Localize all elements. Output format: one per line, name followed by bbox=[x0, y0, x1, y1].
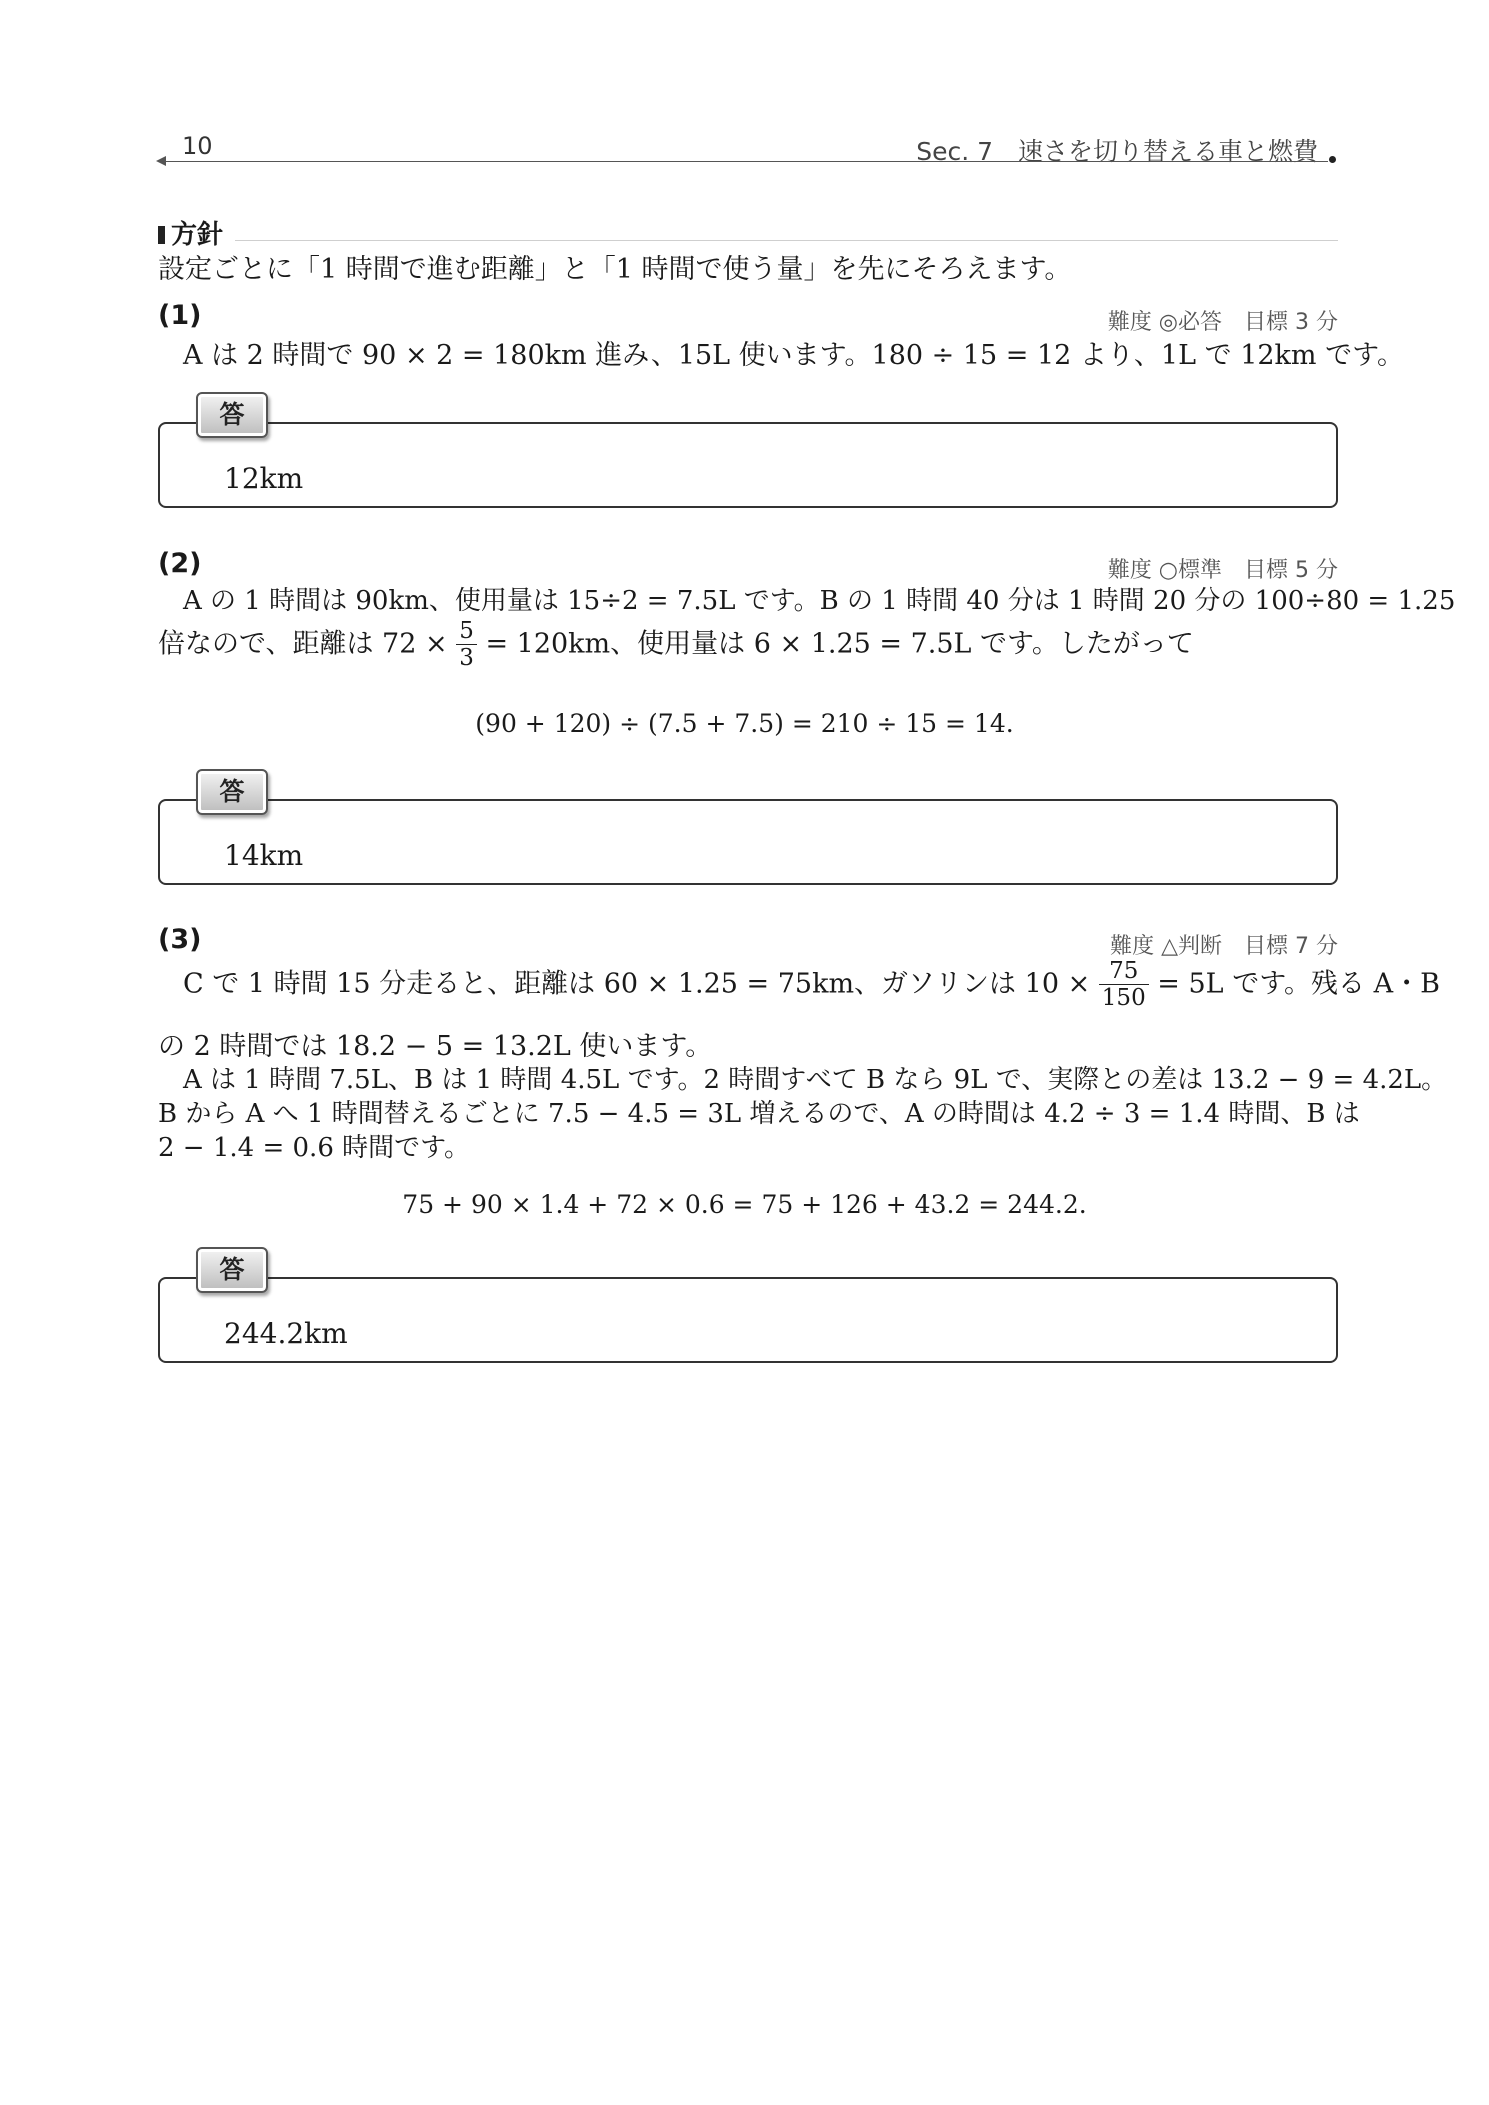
part-1-difficulty: 難度 ◎必答 目標 3 分 bbox=[1107, 310, 1338, 335]
part-2-difficulty: 難度 ○標準 目標 5 分 bbox=[1107, 558, 1338, 583]
part-3-text-line5: 2 − 1.4 = 0.6 時間です。 bbox=[158, 1133, 471, 1163]
heading-bar-icon bbox=[158, 226, 165, 244]
page-number: 10 bbox=[182, 132, 213, 160]
header-rule bbox=[158, 161, 1328, 162]
answer-box-3 bbox=[158, 1255, 1338, 1363]
answer-tab-2: 答 bbox=[196, 769, 268, 815]
fraction-75-150 bbox=[1099, 958, 1149, 1012]
answer-value-2: 14km bbox=[224, 839, 304, 872]
part-1-text: A は 2 時間で 90 × 2 = 180km 進み、15L 使います。180 ÷ 15 = 12 より、1L で 12km です。 bbox=[183, 340, 1404, 371]
answer-tab-3: 答 bbox=[196, 1247, 268, 1293]
part-1-label: (1) bbox=[158, 300, 202, 331]
answer-value-1: 12km bbox=[224, 462, 304, 495]
policy-rule bbox=[235, 240, 1338, 241]
fraction-numerator: 5 bbox=[456, 618, 477, 645]
part-2-equation: (90 + 120) ÷ (7.5 + 7.5) = 210 ÷ 15 = 14. bbox=[475, 709, 1014, 738]
fraction-denominator: 3 bbox=[459, 645, 474, 672]
part-2-line2-post: = 120km、使用量は 6 × 1.25 = 7.5L です。したがって bbox=[485, 628, 1194, 660]
part-2-text-line2 bbox=[158, 618, 1194, 672]
part-3-text-line3: A は 1 時間 7.5L、B は 1 時間 4.5L です。2 時間すべて B なら 9L で、実際との差は 13.2 − 9 = 4.2L。 bbox=[183, 1065, 1448, 1095]
section-title: Sec. 7 速さを切り替える車と燃費 bbox=[916, 137, 1318, 166]
part-2-text-line1: A の 1 時間は 90km、使用量は 15÷2 = 7.5L です。B の 1 時間 40 分は 1 時間 20 分の 100÷80 = 1.25 bbox=[183, 586, 1456, 616]
policy-heading bbox=[158, 214, 223, 251]
part-3-equation: 75 + 90 × 1.4 + 72 × 0.6 = 75 + 126 + 43.2 = 244.2. bbox=[402, 1190, 1087, 1219]
part-3-line1-pre: C で 1 時間 15 分走ると、距離は 60 × 1.25 = 75km、ガソリンは 10 × bbox=[183, 968, 1091, 1000]
header-dot-icon bbox=[1329, 156, 1336, 163]
part-2-line2-pre: 倍なので、距離は 72 × bbox=[158, 628, 448, 660]
part-2-label: (2) bbox=[158, 548, 202, 579]
part-3-text-line2: の 2 時間では 18.2 − 5 = 13.2L 使います。 bbox=[158, 1031, 713, 1062]
page-header bbox=[158, 128, 1338, 168]
answer-value-3: 244.2km bbox=[224, 1317, 348, 1350]
fraction-denominator: 150 bbox=[1101, 985, 1146, 1012]
fraction-numerator: 75 bbox=[1099, 958, 1149, 985]
answer-box-1 bbox=[158, 400, 1338, 508]
part-3-difficulty: 難度 △判断 目標 7 分 bbox=[1110, 934, 1338, 959]
part-3-text-line4: B から A へ 1 時間替えるごとに 7.5 − 4.5 = 3L 増えるので、A の時間は 4.2 ÷ 3 = 1.4 時間、B は bbox=[158, 1099, 1360, 1129]
part-3-label: (3) bbox=[158, 924, 202, 955]
part-3-text-line1 bbox=[183, 958, 1440, 1012]
answer-tab-1: 答 bbox=[196, 392, 268, 438]
policy-heading-text: 方針 bbox=[171, 220, 224, 250]
fraction-5-3 bbox=[456, 618, 477, 672]
answer-box-2 bbox=[158, 777, 1338, 885]
part-3-line1-post: = 5L です。残る A・B bbox=[1157, 968, 1440, 1000]
policy-text: 設定ごとに「1 時間で進む距離」と「1 時間で使う量」を先にそろえます。 bbox=[158, 254, 1072, 285]
